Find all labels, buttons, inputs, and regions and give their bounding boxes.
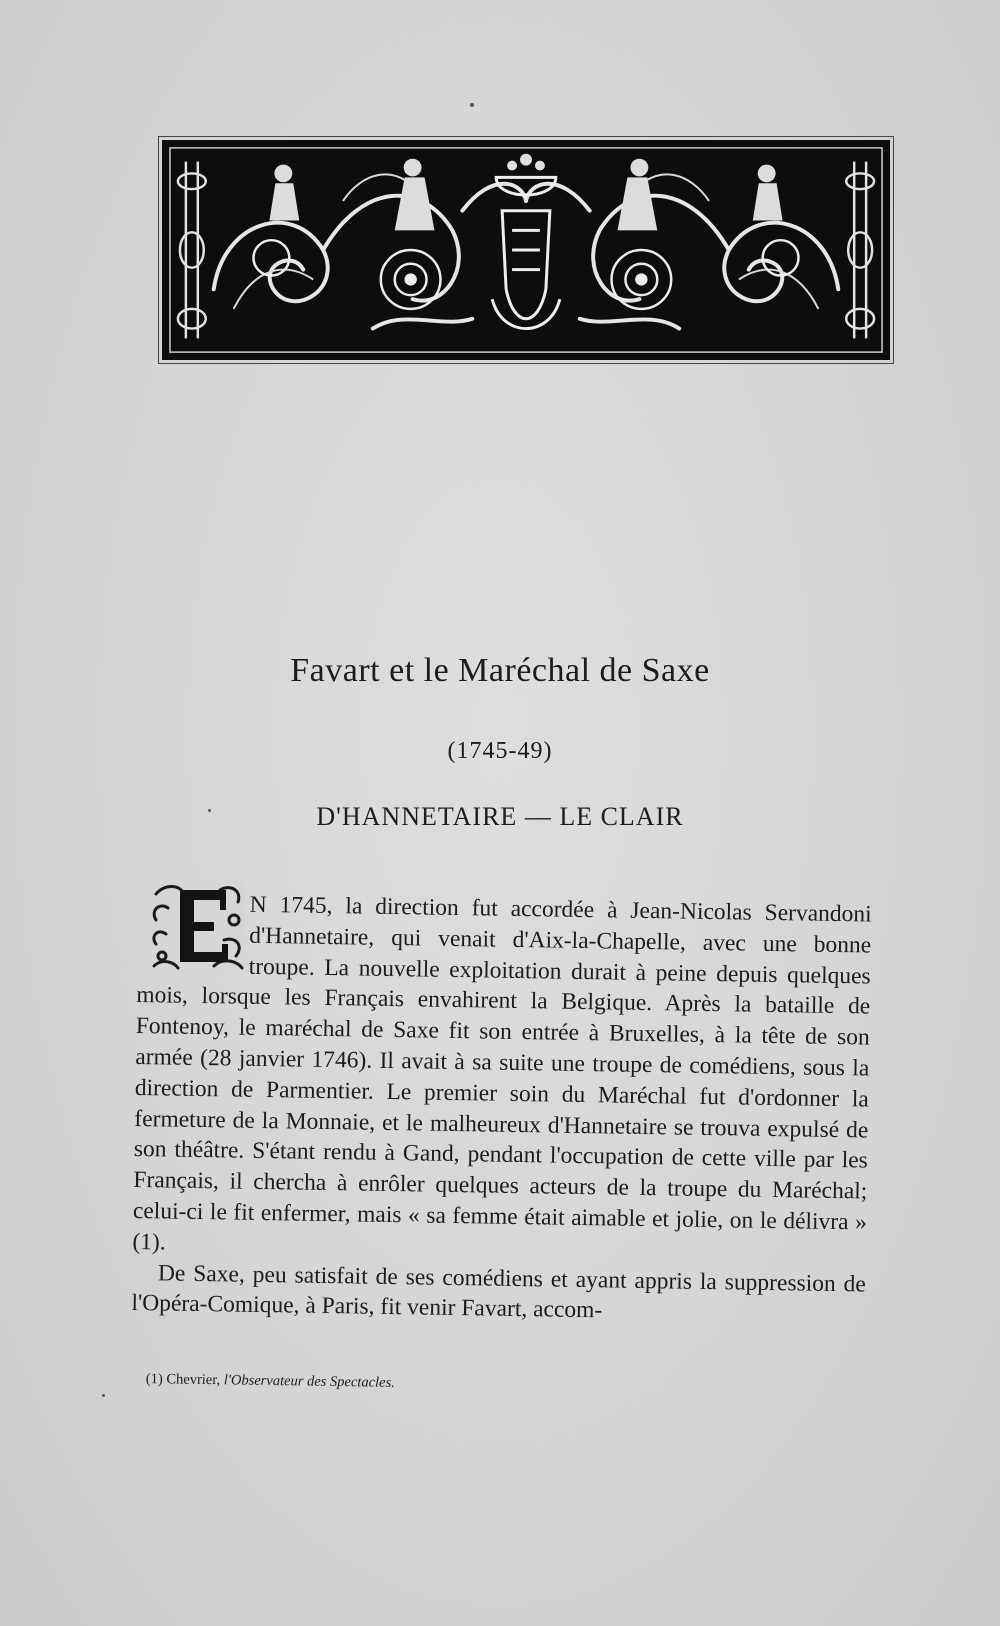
chapter-subtitle: D'HANNETAIRE — LE CLAIR bbox=[316, 802, 684, 831]
paper-speck bbox=[470, 103, 474, 107]
footnote-source: (1) Chevrier, bbox=[145, 1371, 224, 1389]
header-ornament-icon bbox=[162, 140, 890, 360]
drop-cap-spacer bbox=[137, 888, 250, 974]
footnote-work-title: l'Observateur des Spectacles. bbox=[223, 1372, 395, 1391]
paragraph-2: De Saxe, peu satisfait de ses comédiens et ayant appris la suppression de l'Opéra-Comique, à Paris, fit venir Favart, accom- bbox=[131, 1259, 867, 1324]
body-text bbox=[131, 888, 872, 1331]
paper-speck bbox=[102, 1394, 105, 1397]
paragraph-1-text: N 1745, la direction fut accordée à Jean-Nicolas Servandoni d'Hannetaire, qui venait d'Aix-la-Chapelle, avec une bonne troupe. La nouvelle exploitation durait à peine depuis quelques mois, lorsque les Français envahirent la Belgique. Après la bataille de Fontenoy, le maréchal de Saxe fit son entrée à Bruxelles, à la tête de son armée (28 janvier 1746). Il avait à sa suite une troupe de comédiens, sous la direction de Parmentier. Le premier soin du Maréchal fut d'ordonner la fermeture de la Monnaie, et le malheureux d'Hannetaire se trouva expulsé de son théâtre. S'étant rendu à Gand, pendant l'occupation de cette ville par les Français, il chercha à enrôler quelques acteurs de la troupe du Maréchal; celui-ci le fit enfermer, mais « sa femme était aimable et jolie, on le délivra » (1). bbox=[132, 891, 872, 1256]
paper-speck bbox=[208, 809, 211, 812]
chapter-dates: (1745-49) bbox=[447, 738, 553, 764]
footnote bbox=[146, 1371, 395, 1392]
paragraph-1 bbox=[132, 888, 872, 1269]
chapter-title: Favart et le Maréchal de Saxe bbox=[290, 652, 710, 689]
